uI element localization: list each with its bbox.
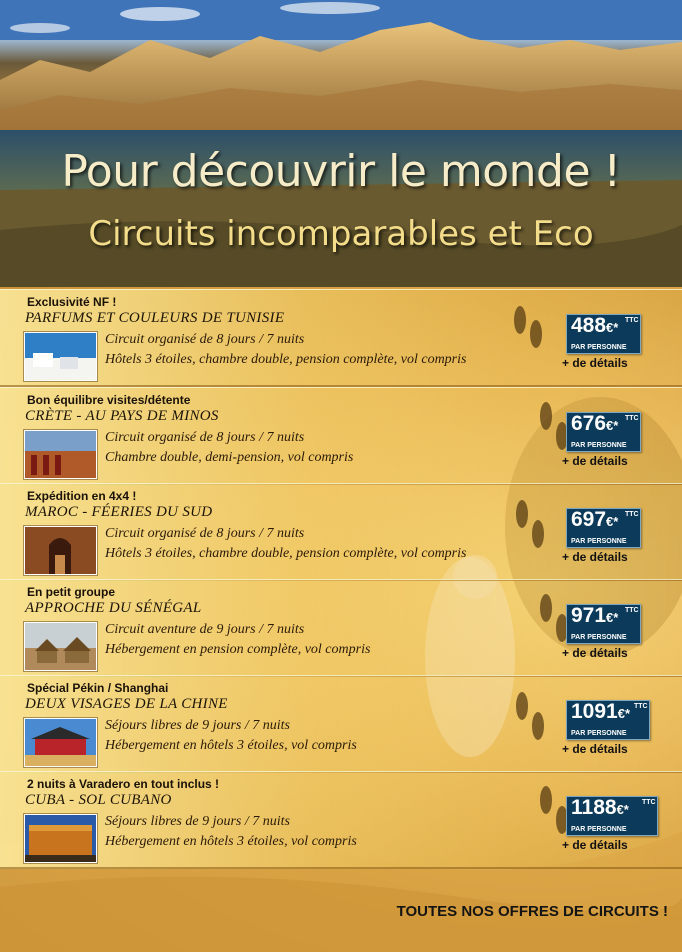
offer-duration: Circuit aventure de 9 jours / 7 nuits (105, 622, 305, 637)
offer-thumbnail[interactable] (24, 526, 97, 575)
price-ttc: TTC (625, 511, 639, 518)
details-link[interactable]: + de détails (562, 356, 628, 370)
price-value: 697€* (571, 508, 619, 531)
price-per-person: PAR PERSONNE (571, 344, 627, 351)
offer-card[interactable] (0, 579, 682, 677)
price-tag[interactable] (566, 604, 641, 644)
price-value: 1188€* (571, 796, 629, 819)
price-ttc: TTC (634, 703, 648, 710)
price-value: 971€* (571, 604, 619, 627)
offer-thumbnail[interactable] (24, 430, 97, 479)
offer-inclusions: Hébergement en pension complète, vol compris (105, 642, 371, 657)
offer-tag: Spécial Pékin / Shanghai (27, 681, 169, 695)
offer-tag: En petit groupe (27, 585, 115, 599)
offer-duration: Circuit organisé de 8 jours / 7 nuits (105, 332, 305, 347)
price-value: 488€* (571, 314, 619, 337)
offers-section (0, 287, 682, 952)
footprints-icon (508, 684, 558, 744)
offer-title[interactable]: CRÈTE - AU PAYS DE MINOS (25, 408, 219, 424)
price-tag[interactable] (566, 412, 641, 452)
offer-tag: Bon équilibre visites/détente (27, 393, 191, 407)
hero-title: Pour découvrir le monde ! (61, 146, 621, 197)
offer-duration: Circuit organisé de 8 jours / 7 nuits (105, 526, 305, 541)
offer-tag: Expédition en 4x4 ! (27, 489, 137, 503)
offer-duration: Circuit organisé de 8 jours / 7 nuits (105, 430, 305, 445)
offer-title[interactable]: APPROCHE DU SÉNÉGAL (25, 600, 202, 616)
details-link[interactable]: + de détails (562, 838, 628, 852)
offer-duration: Séjours libres de 9 jours / 7 nuits (105, 814, 290, 829)
offer-title[interactable]: DEUX VISAGES DE LA CHINE (25, 696, 228, 712)
price-per-person: PAR PERSONNE (571, 442, 627, 449)
details-link[interactable]: + de détails (562, 454, 628, 468)
footprints-icon (508, 298, 548, 352)
price-value: 676€* (571, 412, 619, 435)
offer-thumbnail[interactable] (24, 814, 97, 863)
offer-inclusions: Hébergement en hôtels 3 étoiles, vol compris (105, 738, 357, 753)
price-value: 1091€* (571, 700, 631, 723)
all-offers-link[interactable]: TOUTES NOS OFFRES DE CIRCUITS ! (396, 903, 668, 920)
price-per-person: PAR PERSONNE (571, 634, 627, 641)
price-per-person: PAR PERSONNE (571, 538, 627, 545)
price-tag[interactable] (566, 314, 641, 354)
offer-title[interactable]: MAROC - FÉERIES DU SUD (25, 504, 213, 520)
offer-card[interactable] (0, 483, 682, 581)
price-per-person: PAR PERSONNE (571, 730, 627, 737)
offer-thumbnail[interactable] (24, 622, 97, 671)
offer-inclusions: Hôtels 3 étoiles, chambre double, pension complète, vol compris (105, 352, 467, 367)
price-ttc: TTC (625, 607, 639, 614)
price-tag[interactable] (566, 508, 641, 548)
offer-duration: Séjours libres de 9 jours / 7 nuits (105, 718, 290, 733)
offer-card[interactable] (0, 387, 682, 485)
price-per-person: PAR PERSONNE (571, 826, 627, 833)
offer-thumbnail[interactable] (24, 332, 97, 381)
offer-card[interactable] (0, 289, 682, 387)
details-link[interactable]: + de détails (562, 550, 628, 564)
offer-inclusions: Hôtels 3 étoiles, chambre double, pension complète, vol compris (105, 546, 467, 561)
hero-banner (0, 0, 682, 287)
offer-tag: Exclusivité NF ! (27, 295, 117, 309)
price-tag[interactable] (566, 796, 658, 836)
offer-title[interactable]: CUBA - SOL CUBANO (25, 792, 172, 808)
offer-thumbnail[interactable] (24, 718, 97, 767)
offer-card[interactable] (0, 675, 682, 773)
details-link[interactable]: + de détails (562, 646, 628, 660)
offer-inclusions: Hébergement en hôtels 3 étoiles, vol compris (105, 834, 357, 849)
price-tag[interactable] (566, 700, 650, 740)
offer-card[interactable] (0, 771, 682, 869)
hero-subtitle: Circuits incomparables et Eco (88, 214, 594, 254)
offer-title[interactable]: PARFUMS ET COULEURS DE TUNISIE (25, 310, 285, 326)
offer-inclusions: Chambre double, demi-pension, vol compris (105, 450, 354, 465)
footprints-icon (508, 492, 558, 552)
offer-tag: 2 nuits à Varadero en tout inclus ! (27, 777, 220, 791)
price-ttc: TTC (625, 317, 639, 324)
price-ttc: TTC (625, 415, 639, 422)
details-link[interactable]: + de détails (562, 742, 628, 756)
price-ttc: TTC (642, 799, 656, 806)
